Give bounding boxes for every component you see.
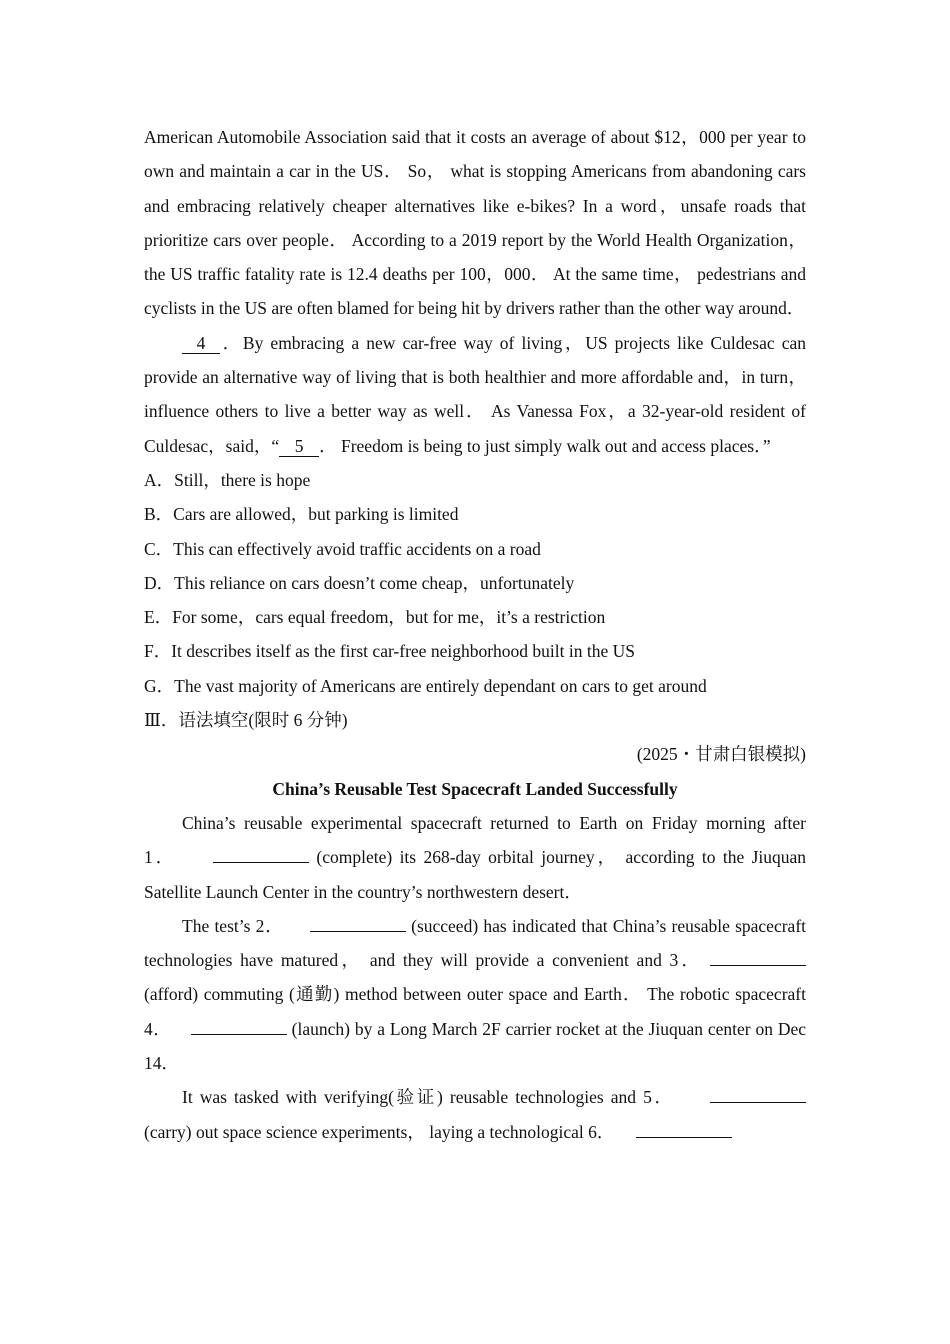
article-paragraph-2	[144, 909, 806, 1080]
paragraph-2-text-a: ．By embracing a new car-free way of living，US projects like Culdesac can provide an alternative way of living that is both healthier and more affordable and，in turn，influence others to live a better way as well． As Vanessa Fox，a 32-year-old resident of Culdesac，said，“	[144, 332, 806, 456]
passage-paragraph-2	[144, 326, 806, 463]
para2-text-c: (afford) commuting (通勤) method between outer space and Earth． The robotic spacecraft 4．	[144, 984, 806, 1039]
para1-text-a: China’s reusable experimental spacecraft returned to Earth on Friday morning after 1．	[144, 812, 806, 868]
fill-blank-6[interactable]	[636, 1121, 732, 1138]
option-d: D．This reliance on cars doesn’t come cheap，unfortunately	[144, 572, 575, 593]
article-paragraph-1	[144, 806, 806, 909]
option-c: C．This can effectively avoid traffic accidents on a road	[144, 538, 541, 559]
answer-blank-5: 5	[279, 436, 319, 457]
fill-blank-4[interactable]	[191, 1018, 287, 1035]
para3-text-b: (carry) out space science experiments， laying a technological 6．	[144, 1121, 615, 1142]
answer-blank-4: 4	[182, 333, 220, 354]
source-note: (2025・甘肃白银模拟)	[636, 744, 806, 765]
para1-text-b: (complete) its 268-day orbital journey， according to the Jiuquan Satellite Launch Center in the country’s northwestern desert．	[144, 847, 807, 902]
para3-text-a: It was tasked with verifying(验证) reusable technologies and 5．	[182, 1087, 675, 1108]
fill-blank-5[interactable]	[710, 1086, 806, 1103]
option-g: G．The vast majority of Americans are entirely dependant on cars to get around	[144, 675, 707, 696]
document-page	[144, 120, 806, 1149]
passage-paragraph-1: American Automobile Association said that it costs an average of about $12，000 per year to own and maintain a car in the US． So， what is stopping Americans from abandoning cars and embracing relatively cheaper alternatives like e-bikes? In a word，unsafe roads that prioritize cars over people． According to a 2019 report by the World Health Organization， the US traffic fatality rate is 12.4 deaths per 100，000． At the same time， pedestrians and cyclists in the US are often blamed for being hit by drivers rather than the other way around．	[144, 127, 806, 319]
fill-blank-3[interactable]	[710, 949, 806, 966]
option-a: A．Still，there is hope	[144, 469, 311, 490]
para2-text-a: The test’s 2．	[182, 915, 284, 936]
article-title: China’s Reusable Test Spacecraft Landed Successfully	[272, 778, 678, 799]
section-heading: Ⅲ．语法填空(限时 6 分钟)	[144, 710, 348, 731]
option-f: F．It describes itself as the first car-free neighborhood built in the US	[144, 641, 635, 662]
article-paragraph-3	[144, 1080, 806, 1149]
option-e: E．For some，cars equal freedom，but for me，it’s a restriction	[144, 607, 606, 628]
option-b: B．Cars are allowed，but parking is limited	[144, 504, 459, 525]
paragraph-2-text-b: ． Freedom is being to just simply walk out and access places．”	[319, 435, 771, 456]
para2-text-b: (succeed) has indicated that China’s reusable spacecraft technologies have matured， and they will provide a convenient and 3．	[144, 915, 807, 971]
fill-blank-1[interactable]	[213, 846, 309, 863]
fill-blank-2[interactable]	[310, 915, 406, 932]
para2-text-d: (launch) by a Long March 2F carrier rocket at the Jiuquan center on Dec 14．	[144, 1018, 807, 1074]
